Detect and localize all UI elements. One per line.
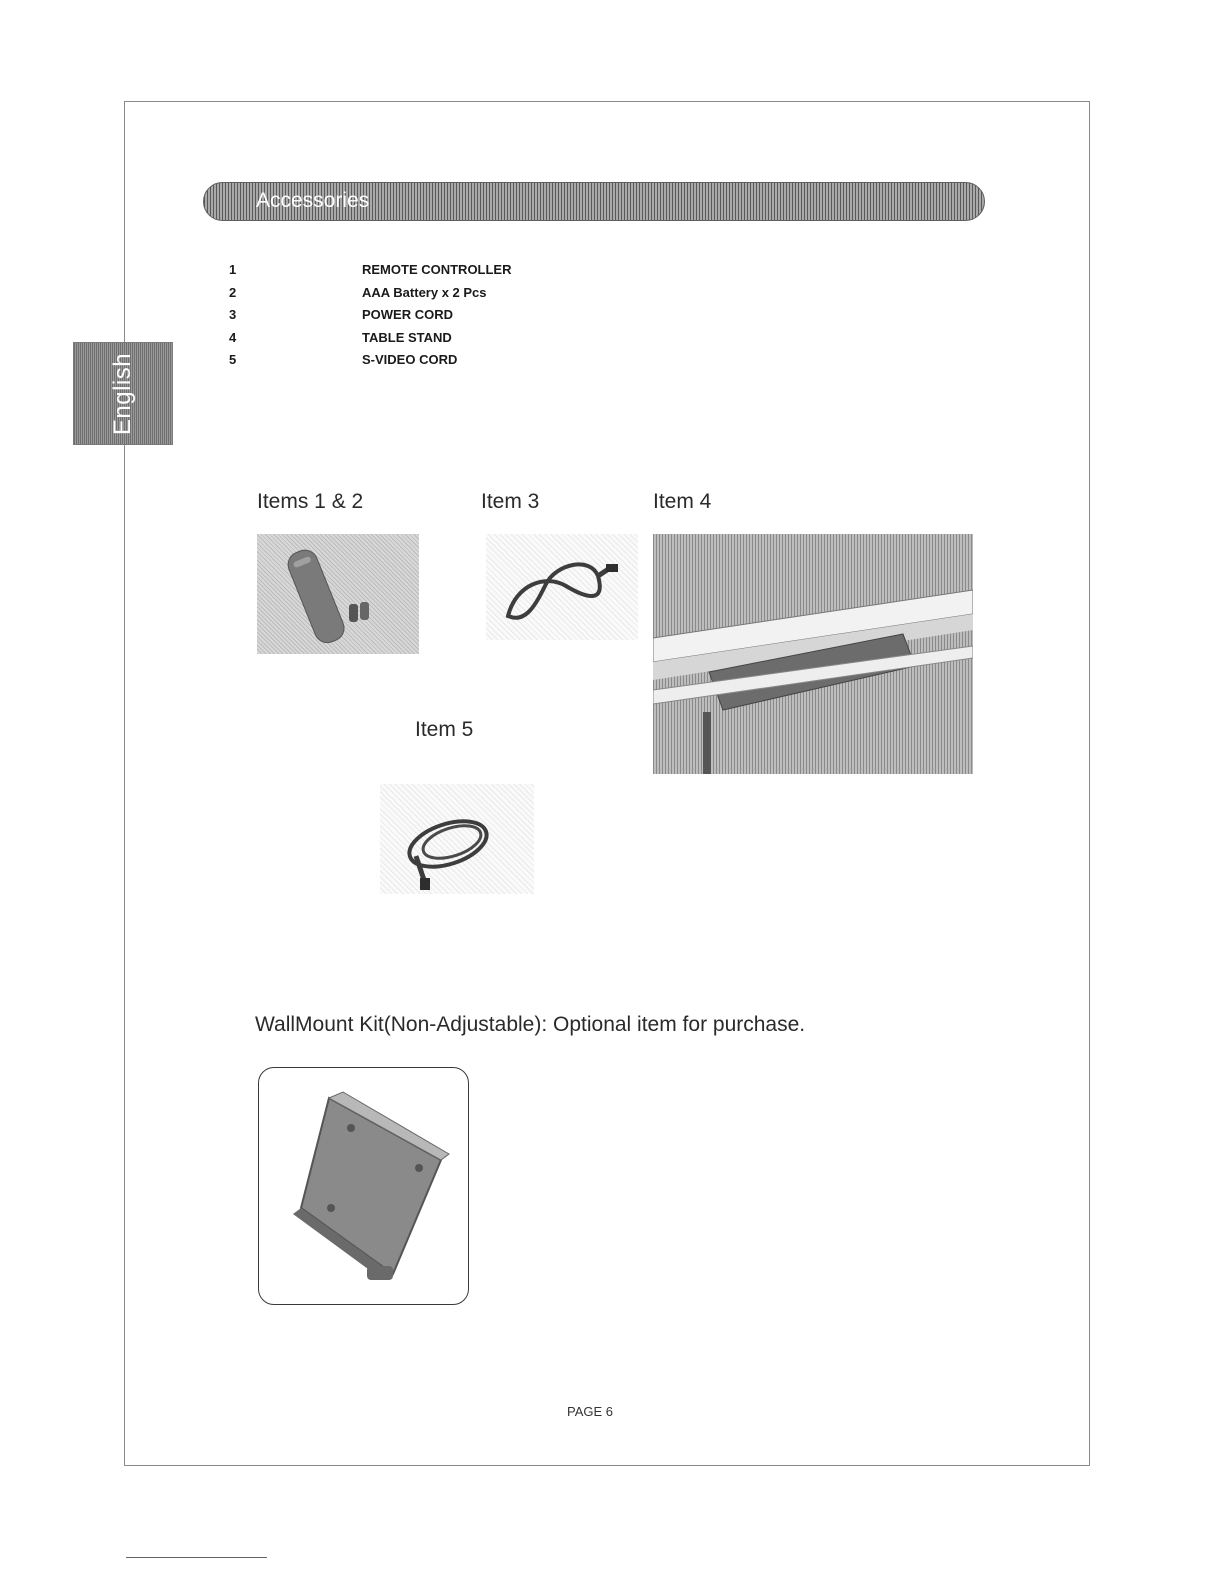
footer-divider (126, 1557, 267, 1558)
section-title: Accessories (256, 189, 370, 212)
table-stand-photo (653, 534, 973, 774)
list-item (229, 285, 629, 308)
remote-battery-photo (257, 534, 419, 654)
item-description: TABLE STAND (362, 329, 452, 345)
list-item (229, 262, 629, 285)
power-cord-photo (486, 534, 638, 640)
language-tab (73, 342, 173, 445)
item-5-label: Item 5 (415, 718, 474, 741)
item-number: 4 (229, 329, 237, 345)
item-number: 1 (229, 262, 237, 277)
item-description: AAA Battery x 2 Pcs (362, 284, 487, 300)
item-number: 3 (229, 307, 237, 322)
item-description: S-VIDEO CORD (362, 352, 458, 367)
items-1-2-label: Items 1 & 2 (257, 490, 364, 513)
item-4-label: Item 4 (653, 490, 712, 513)
list-item (229, 352, 629, 375)
item-number: 2 (229, 284, 237, 300)
item-3-label: Item 3 (481, 490, 540, 513)
item-number: 5 (229, 352, 237, 367)
page-number: PAGE 6 (567, 1404, 614, 1419)
list-item (229, 307, 629, 330)
language-tab-label: English (109, 352, 136, 435)
s-video-cord-photo (380, 784, 534, 894)
wallmount-photo-frame (258, 1067, 469, 1305)
wallmount-caption: WallMount Kit(Non-Adjustable): Optional item for purchase. (255, 1013, 806, 1036)
list-item (229, 330, 629, 353)
wallmount-photo (259, 1068, 467, 1303)
item-description: REMOTE CONTROLLER (362, 262, 512, 277)
item-description: POWER CORD (362, 307, 453, 322)
section-header (203, 182, 985, 221)
accessories-list (229, 262, 629, 375)
